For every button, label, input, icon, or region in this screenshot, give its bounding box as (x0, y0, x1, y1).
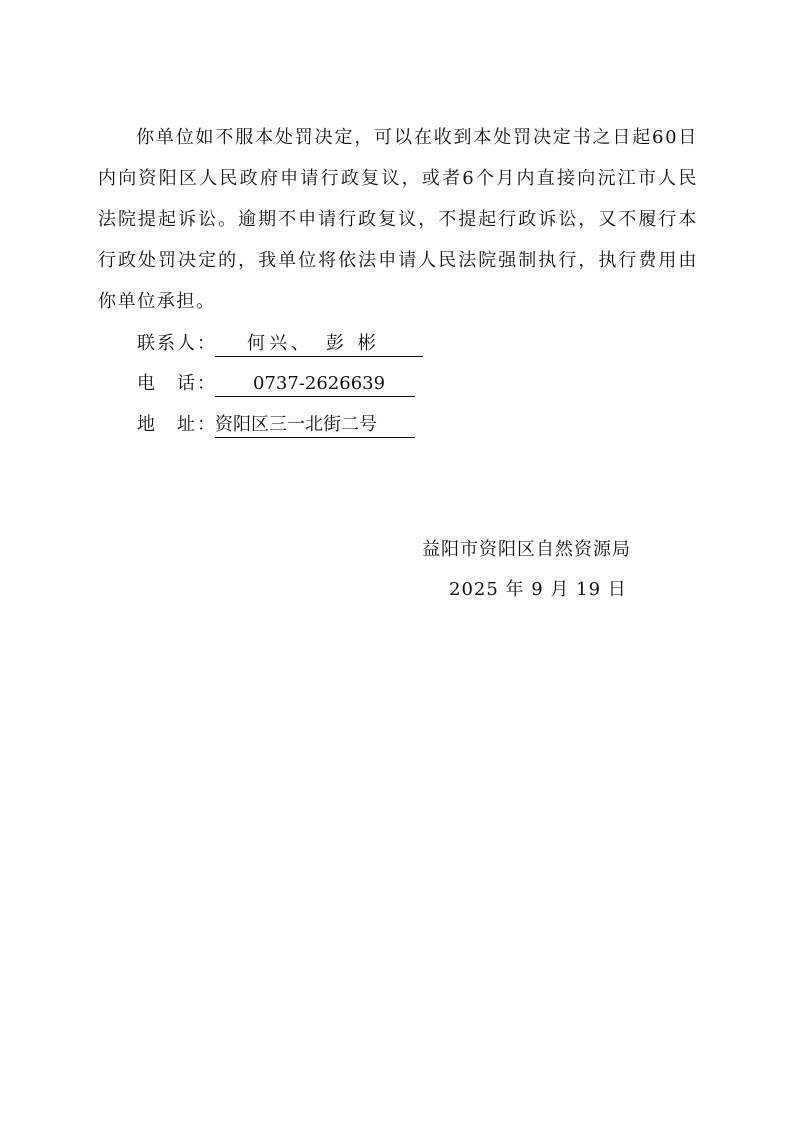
contact-person-row (137, 332, 423, 357)
issuing-organization: 益阳市资阳区自然资源局 (422, 539, 631, 560)
issue-date: 2025 年 9 月 19 日 (449, 579, 627, 600)
contact-phone-row (137, 372, 415, 397)
appeal-paragraph: 你单位如不服本处罚决定，可以在收到本处罚决定书之日起60日内向资阳区人民政府申请行政复议，或者6个月内直接向沅江市人民法院提起诉讼。逾期不申请行政复议，不提起行政诉讼，又不履行本行政处罚决定的，我单位将依法申请人民法院强制执行，执行费用由你单位承担。 (98, 127, 698, 312)
contact-person-value: 何兴、 彭 彬 (215, 333, 423, 357)
contact-person-label: 联系人： (137, 333, 217, 354)
contact-phone-value: 0737-2626639 (215, 373, 415, 397)
contact-address-row (137, 413, 415, 438)
contact-phone-label: 电 话： (137, 373, 217, 394)
contact-address-value: 资阳区三一北街二号 (215, 414, 415, 438)
contact-address-label: 地 址： (137, 414, 217, 435)
